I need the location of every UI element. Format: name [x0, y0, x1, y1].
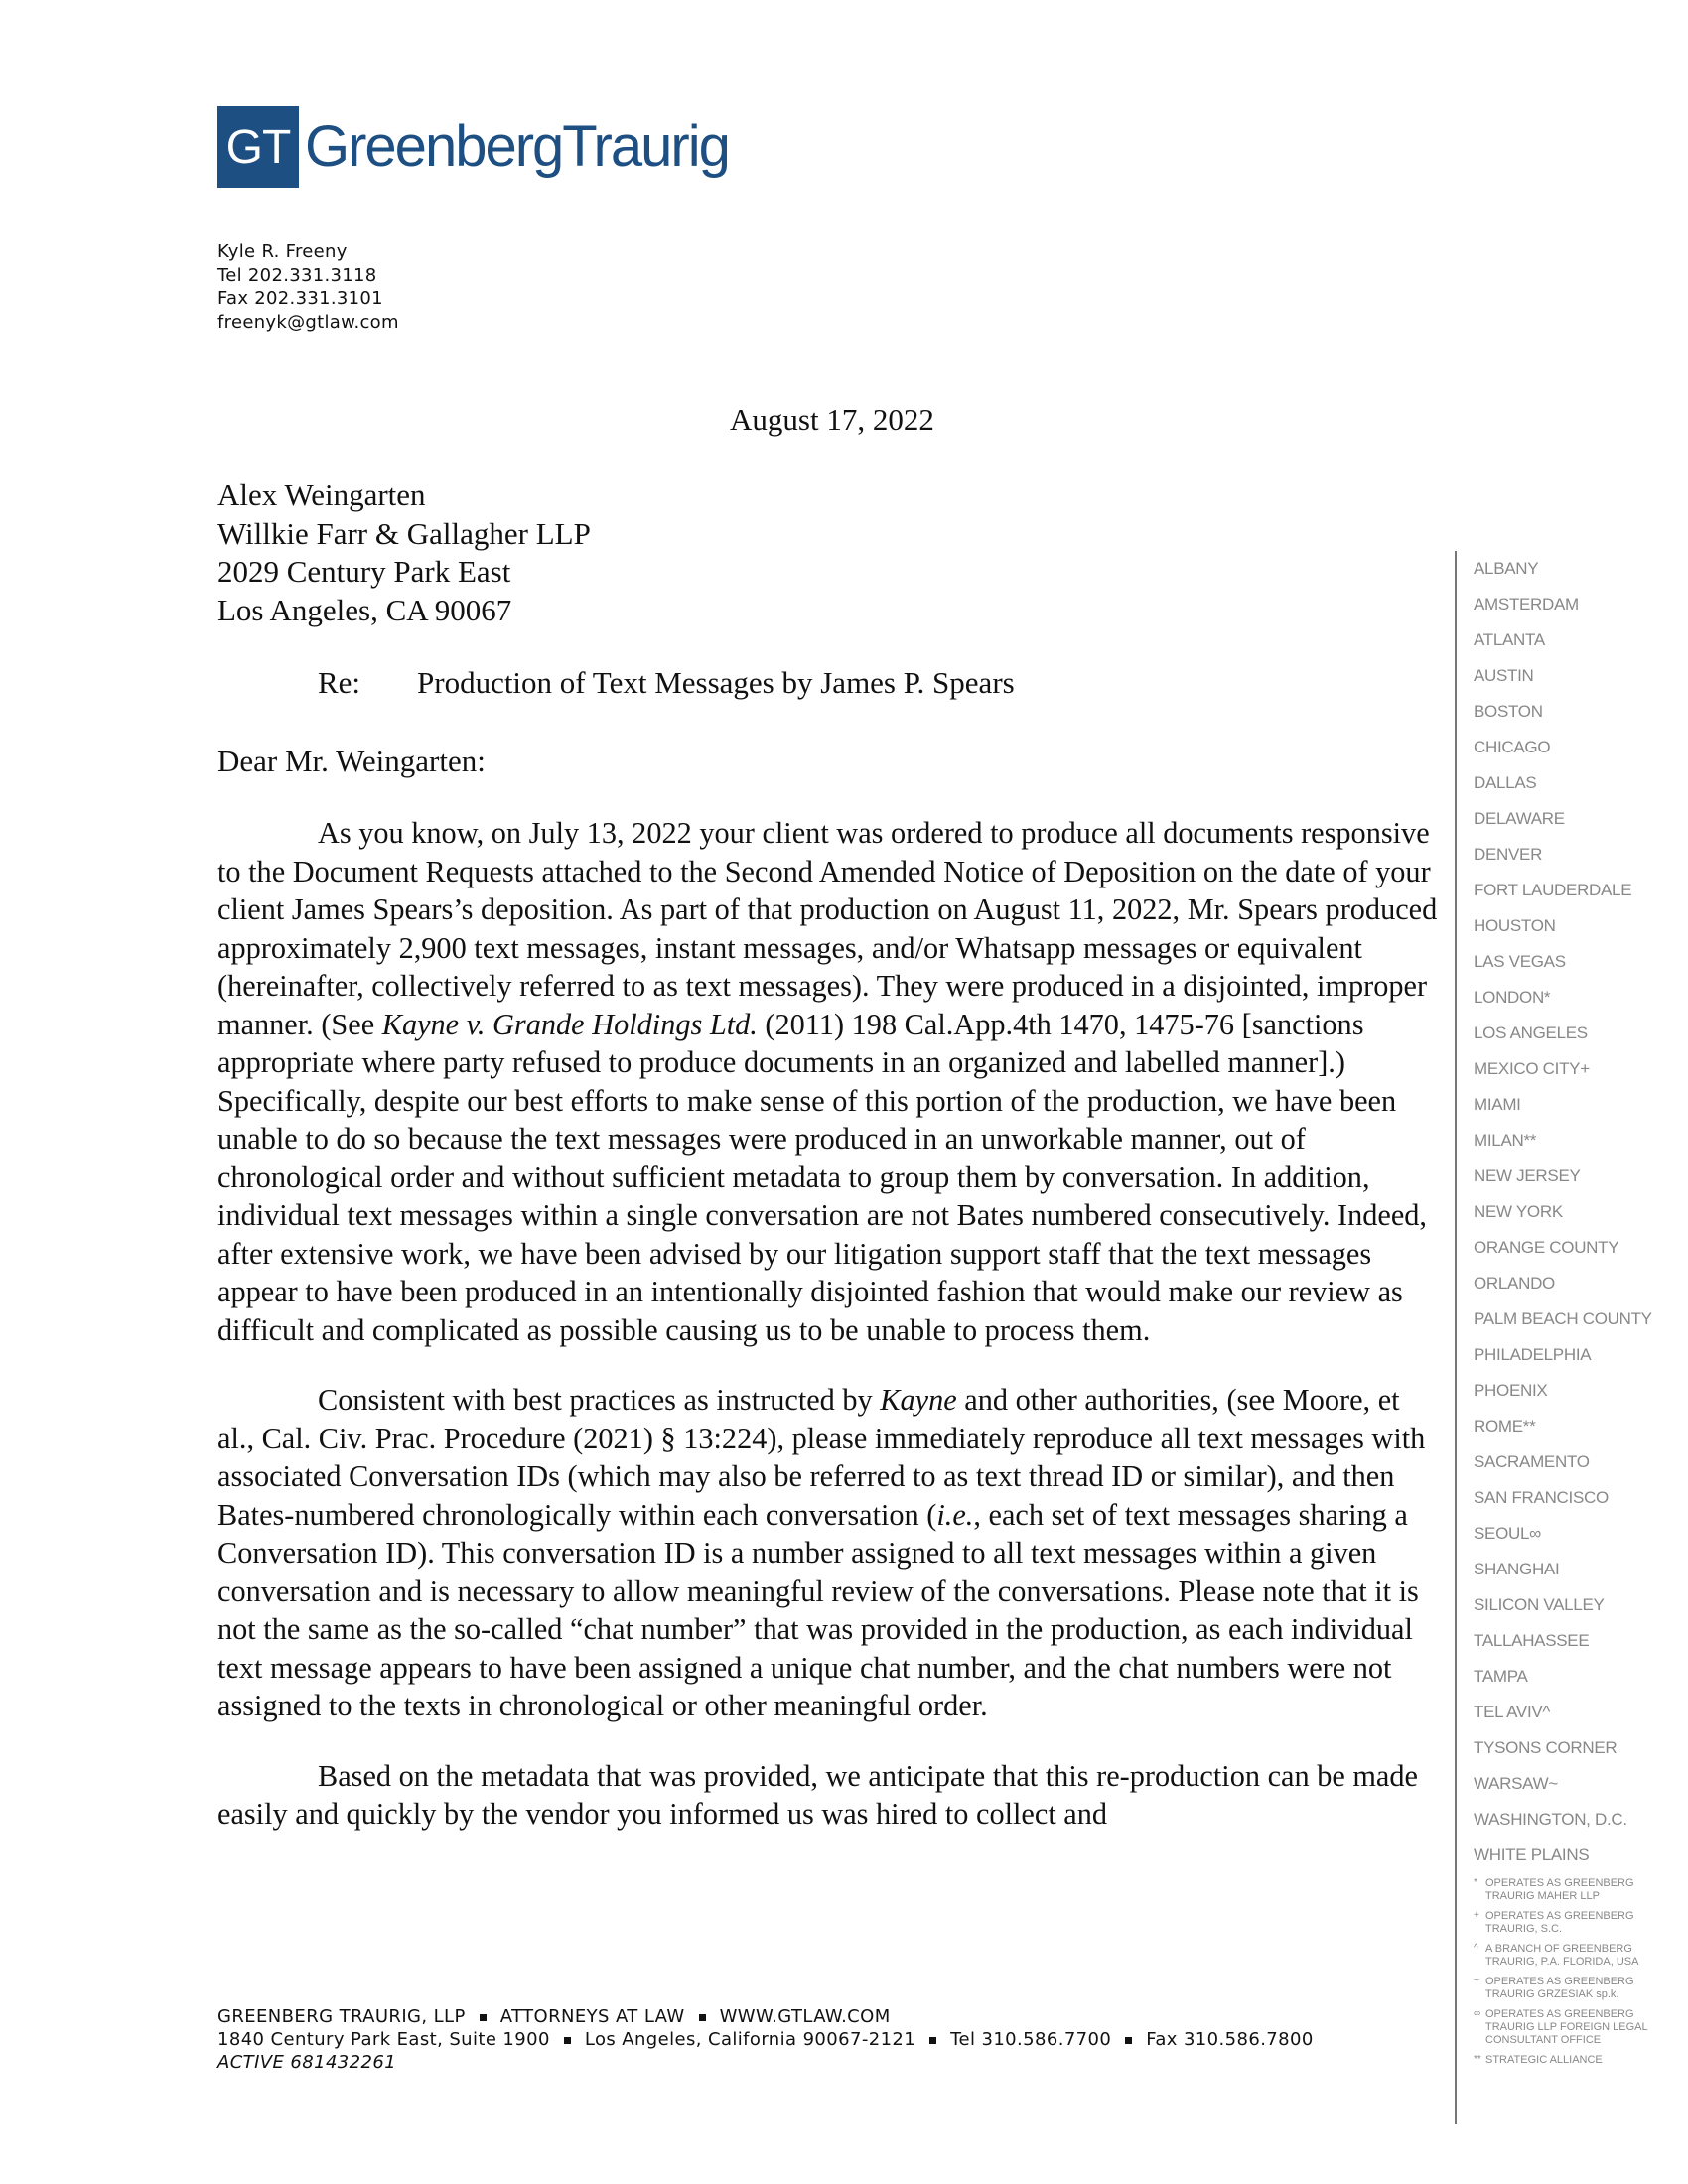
office-item: SILICON VALLEY	[1474, 1595, 1605, 1614]
paragraph-1-text-a: As you know, on July 13, 2022 your client was ordered to produce all documents responsive to the Document Requests attached to the Second Amended Notice of Deposition on the date of your client James Spears’s deposition. As part of that production on August 11, 2022, Mr. Spears produced approximately 2,900 text messages, instant messages, and/or Whatsapp messages or equivalent (hereinafter, collectively referred to as text messages). They were produced in a disjointed, improper manner. (See	[217, 816, 1438, 1041]
footer-line-1	[217, 2005, 1314, 2028]
office-list	[1474, 551, 1653, 1873]
case-citation-short: Kayne	[880, 1383, 957, 1417]
square-bullet-icon	[1125, 2037, 1132, 2044]
footnote-text: OPERATES AS GREENBERG TRAURIG LLP FOREIGN LEGAL CONSULTANT OFFICE	[1485, 2008, 1648, 2046]
office-item: MEXICO CITY+	[1474, 1059, 1590, 1078]
office-item: MIAMI	[1474, 1095, 1521, 1114]
office-item: SAN FRANCISCO	[1474, 1488, 1609, 1507]
office-item: TALLAHASSEE	[1474, 1631, 1590, 1650]
recipient-street: 2029 Century Park East	[217, 554, 511, 589]
office-item: WASHINGTON, D.C.	[1474, 1810, 1627, 1829]
office-item: DALLAS	[1474, 773, 1537, 792]
letter-footer	[217, 2005, 1314, 2074]
ie-abbrev: i.e.	[936, 1497, 974, 1532]
footnote-text: OPERATES AS GREENBERG TRAURIG, S.C.	[1485, 1910, 1634, 1935]
footnote-text: STRATEGIC ALLIANCE	[1485, 2054, 1603, 2066]
document-id: ACTIVE 681432261	[217, 2052, 397, 2073]
paragraph-2-text-c: , each set of text messages sharing a Conversation ID). This conversation ID is a number assigned to all text messages within a given conversation and is necessary to allow meaningful review of the conversations. Please note that it is not the same as the so-called “chat number” that was provided in the production, as each individual text message appears to have been assigned a unique chat number, and the chat numbers were not assigned to the texts in chronological or other meaningful order.	[217, 1497, 1419, 1722]
re-line	[318, 665, 1015, 701]
paragraph-1	[217, 814, 1444, 1349]
footer-firm: GREENBERG TRAURIG, LLP	[217, 2006, 466, 2027]
office-item: BOSTON	[1474, 702, 1543, 721]
office-item: NEW JERSEY	[1474, 1166, 1581, 1185]
footnote-text: OPERATES AS GREENBERG TRAURIG MAHER LLP	[1485, 1877, 1634, 1902]
office-footnote	[1474, 1877, 1653, 1903]
footer-address: 1840 Century Park East, Suite 1900	[217, 2029, 550, 2050]
footer-city: Los Angeles, California 90067-2121	[584, 2029, 916, 2050]
office-item: FORT LAUDERDALE	[1474, 881, 1632, 899]
office-item: LOS ANGELES	[1474, 1024, 1588, 1042]
sender-email: freenyk@gtlaw.com	[217, 311, 399, 333]
office-item: AUSTIN	[1474, 666, 1534, 685]
office-notes	[1474, 1877, 1653, 2067]
office-item: HOUSTON	[1474, 916, 1556, 935]
office-item: ATLANTA	[1474, 630, 1545, 649]
footer-tel: Tel 310.586.7700	[950, 2029, 1112, 2050]
sender-fax: Fax 202.331.3101	[217, 288, 383, 309]
paragraph-2-text-b: and other authorities, (see Moore, et al., Cal. Civ. Prac. Procedure (2021) § 13:224), please immediately reproduce all text messages with associated Conversation IDs (which may also be referred to as text thread ID or similar), and then Bates-numbered chronologically within each conversation (	[217, 1383, 1426, 1532]
office-footnote	[1474, 1910, 1653, 1936]
offices-sidebar	[1455, 551, 1653, 2124]
sender-tel: Tel 202.331.3118	[217, 264, 377, 286]
office-footnote	[1474, 1943, 1653, 1969]
office-footnote	[1474, 2008, 1653, 2047]
office-item: TAMPA	[1474, 1667, 1528, 1686]
firm-logo	[217, 106, 729, 188]
office-item: PHILADELPHIA	[1474, 1345, 1592, 1364]
footnote-text: OPERATES AS GREENBERG TRAURIG GRZESIAK sp.k.	[1485, 1976, 1634, 2000]
office-item: LONDON*	[1474, 988, 1551, 1007]
footnote-mark: ~	[1474, 1976, 1479, 1986]
office-item: DENVER	[1474, 845, 1543, 864]
recipient-address	[217, 477, 591, 629]
office-item: ROME**	[1474, 1417, 1536, 1435]
recipient-city: Los Angeles, CA 90067	[217, 592, 512, 627]
re-label: Re:	[318, 665, 361, 700]
footer-line-2	[217, 2028, 1314, 2051]
letter-date: August 17, 2022	[730, 402, 934, 437]
office-item: ORLANDO	[1474, 1274, 1555, 1293]
square-bullet-icon	[699, 2014, 706, 2021]
footnote-mark: ^	[1474, 1943, 1478, 1954]
office-item: MILAN**	[1474, 1131, 1537, 1150]
footnote-text: A BRANCH OF GREENBERG TRAURIG, P.A. FLORIDA, USA	[1485, 1943, 1639, 1968]
sender-name: Kyle R. Freeny	[217, 241, 348, 262]
office-footnote	[1474, 1976, 1653, 2001]
office-item: DELAWARE	[1474, 809, 1565, 828]
footer-tagline: ATTORNEYS AT LAW	[499, 2006, 685, 2027]
footer-website: WWW.GTLAW.COM	[719, 2006, 891, 2027]
office-item: SHANGHAI	[1474, 1560, 1560, 1578]
footnote-mark: **	[1474, 2054, 1481, 2065]
paragraph-2-text-a: Consistent with best practices as instructed by	[318, 1383, 881, 1417]
paragraph-1-text-b: (2011) 198 Cal.App.4th 1470, 1475-76 [sanctions appropriate where party refused to produce documents in an organized and labelled manner].) Specifically, despite our best efforts to make sense of this portion of the production, we have been unable to do so because the text messages were produced in an unworkable manner, out of chronological order and without sufficient metadata to group them by conversation. In addition, individual text messages within a single conversation are not Bates numbered consecutively. Indeed, after extensive work, we have been advised by our litigation support staff that the text messages appear to have been produced in an intentionally disjointed fashion that would make our review as difficult and complicated as possible causing us to be unable to process them.	[217, 1007, 1427, 1347]
office-item: NEW YORK	[1474, 1202, 1563, 1221]
office-item: TEL AVIV^	[1474, 1703, 1551, 1721]
re-subject: Production of Text Messages by James P. Spears	[417, 665, 1015, 700]
footer-fax: Fax 310.586.7800	[1146, 2029, 1314, 2050]
paragraph-3-text: Based on the metadata that was provided, we anticipate that this re-production can be made easily and quickly by the vendor you informed us was hired to collect and	[217, 1758, 1418, 1831]
square-bullet-icon	[564, 2037, 571, 2044]
logo-mark: GT	[217, 106, 299, 188]
office-item: SEOUL∞	[1474, 1524, 1541, 1543]
office-item: WHITE PLAINS	[1474, 1845, 1590, 1864]
letter-body	[217, 814, 1444, 1834]
office-item: ORANGE COUNTY	[1474, 1238, 1619, 1257]
office-item: WARSAW~	[1474, 1774, 1558, 1793]
case-citation: Kayne v. Grande Holdings Ltd.	[381, 1007, 758, 1041]
footnote-mark: ∞	[1474, 2008, 1481, 2019]
footnote-mark: *	[1474, 1877, 1477, 1888]
logo-wordmark: GreenbergTraurig	[305, 114, 729, 179]
office-item: SACRAMENTO	[1474, 1452, 1590, 1471]
office-item: AMSTERDAM	[1474, 595, 1579, 614]
office-item: CHICAGO	[1474, 738, 1551, 756]
footnote-mark: +	[1474, 1910, 1479, 1921]
paragraph-2	[217, 1381, 1444, 1725]
recipient-name: Alex Weingarten	[217, 478, 426, 512]
recipient-firm: Willkie Farr & Gallagher LLP	[217, 515, 591, 551]
office-item: TYSONS CORNER	[1474, 1738, 1618, 1757]
sender-block	[217, 240, 399, 334]
office-item: PALM BEACH COUNTY	[1474, 1309, 1652, 1328]
square-bullet-icon	[480, 2014, 487, 2021]
office-footnote	[1474, 2054, 1653, 2067]
paragraph-3	[217, 1757, 1444, 1834]
office-item: ALBANY	[1474, 559, 1539, 578]
office-item: LAS VEGAS	[1474, 952, 1566, 971]
office-item: PHOENIX	[1474, 1381, 1548, 1400]
square-bullet-icon	[929, 2037, 936, 2044]
salutation: Dear Mr. Weingarten:	[217, 744, 486, 778]
